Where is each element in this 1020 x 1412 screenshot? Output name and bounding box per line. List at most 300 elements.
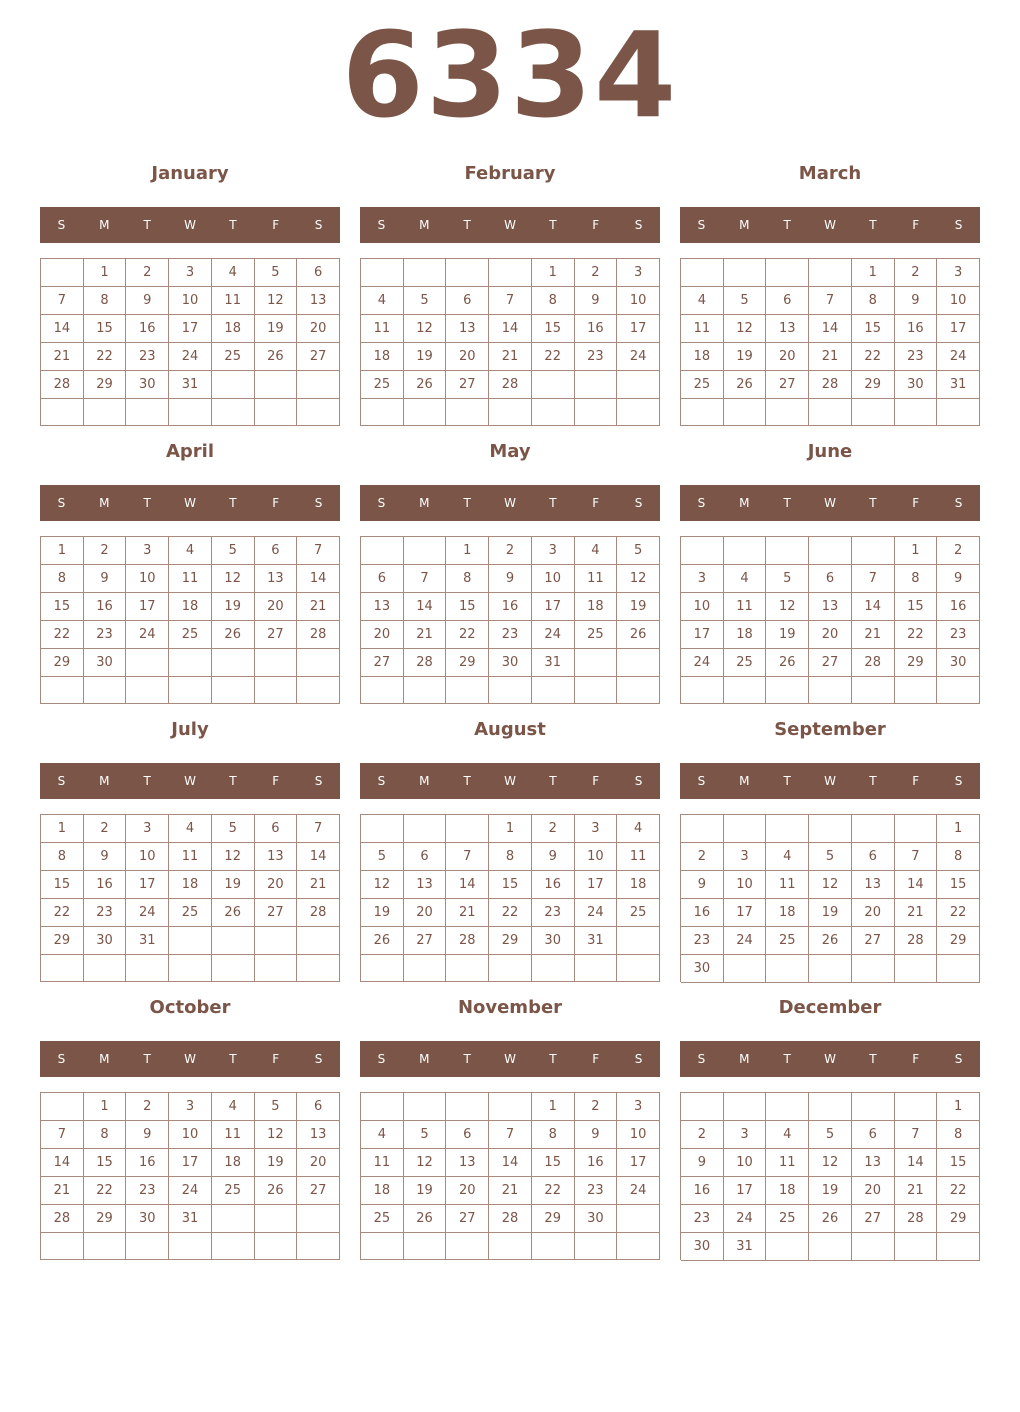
day-cell: 6 — [297, 1093, 340, 1121]
empty-day-cell — [489, 1233, 532, 1260]
weekday-label: W — [184, 1052, 196, 1066]
day-cell: 16 — [937, 593, 980, 621]
weekday-label: M — [739, 1052, 750, 1066]
month-name: December — [778, 997, 882, 1018]
empty-day-cell — [126, 955, 169, 982]
weekday-label: T — [869, 1052, 877, 1066]
empty-day-cell — [84, 399, 127, 426]
day-cell: 31 — [937, 371, 980, 399]
empty-day-cell — [724, 259, 767, 287]
day-cell: 23 — [84, 621, 127, 649]
weekday-header — [360, 1041, 660, 1077]
day-cell: 10 — [937, 287, 980, 315]
day-cell: 26 — [361, 927, 404, 955]
empty-day-cell — [617, 677, 660, 704]
day-cell: 14 — [809, 315, 852, 343]
day-cell: 4 — [169, 815, 212, 843]
empty-day-cell — [852, 537, 895, 565]
day-grid — [40, 536, 340, 704]
day-cell: 3 — [617, 1093, 660, 1121]
empty-day-cell — [766, 955, 809, 983]
day-cell: 3 — [724, 1121, 767, 1149]
day-cell: 24 — [724, 927, 767, 955]
day-cell: 14 — [297, 565, 340, 593]
empty-day-cell — [212, 1233, 255, 1260]
weekday-label: S — [314, 774, 323, 788]
empty-day-cell — [489, 955, 532, 982]
day-cell: 19 — [255, 315, 298, 343]
day-cell: 26 — [255, 343, 298, 371]
empty-day-cell — [895, 815, 938, 843]
weekday-label: S — [314, 1052, 323, 1066]
empty-day-cell — [255, 955, 298, 982]
weekday-label: T — [143, 496, 151, 510]
day-cell: 9 — [126, 1121, 169, 1149]
month-april — [40, 437, 340, 715]
empty-day-cell — [404, 537, 447, 565]
weekday-label: S — [57, 496, 66, 510]
day-cell: 6 — [255, 537, 298, 565]
month-june — [680, 437, 980, 715]
day-cell: 10 — [575, 843, 618, 871]
empty-day-cell — [766, 259, 809, 287]
day-cell: 18 — [212, 315, 255, 343]
day-cell: 17 — [169, 315, 212, 343]
day-cell: 10 — [532, 565, 575, 593]
empty-day-cell — [404, 677, 447, 704]
empty-day-cell — [41, 1093, 84, 1121]
day-cell: 11 — [724, 593, 767, 621]
day-cell: 27 — [255, 621, 298, 649]
day-cell: 3 — [126, 815, 169, 843]
empty-day-cell — [617, 371, 660, 399]
day-cell: 7 — [297, 537, 340, 565]
weekday-label: M — [739, 774, 750, 788]
day-cell: 26 — [212, 899, 255, 927]
day-cell: 27 — [852, 927, 895, 955]
weekday-label: S — [377, 218, 386, 232]
day-cell: 4 — [212, 259, 255, 287]
day-cell: 15 — [532, 1149, 575, 1177]
day-cell: 4 — [361, 287, 404, 315]
day-cell: 3 — [724, 843, 767, 871]
year-title: 6334 — [341, 6, 679, 144]
empty-day-cell — [212, 677, 255, 704]
month-name: November — [457, 997, 563, 1018]
day-cell: 17 — [937, 315, 980, 343]
day-grid — [40, 814, 340, 982]
day-cell: 21 — [809, 343, 852, 371]
day-cell: 7 — [489, 287, 532, 315]
empty-day-cell — [809, 1233, 852, 1261]
day-cell: 1 — [489, 815, 532, 843]
day-cell: 26 — [404, 371, 447, 399]
empty-day-cell — [766, 677, 809, 704]
day-cell: 20 — [404, 899, 447, 927]
day-cell: 27 — [766, 371, 809, 399]
day-cell: 2 — [681, 843, 724, 871]
day-cell: 23 — [895, 343, 938, 371]
weekday-label: W — [824, 774, 836, 788]
day-cell: 8 — [41, 843, 84, 871]
weekday-label: S — [697, 774, 706, 788]
day-cell: 24 — [724, 1205, 767, 1233]
weekday-header — [680, 763, 980, 799]
day-cell: 11 — [766, 1149, 809, 1177]
empty-day-cell — [724, 537, 767, 565]
weekday-label: S — [314, 218, 323, 232]
empty-day-cell — [681, 537, 724, 565]
day-cell: 30 — [681, 955, 724, 983]
day-cell: 5 — [361, 843, 404, 871]
empty-day-cell — [41, 1233, 84, 1260]
day-cell: 17 — [724, 1177, 767, 1205]
day-cell: 29 — [937, 927, 980, 955]
empty-day-cell — [724, 399, 767, 426]
day-cell: 20 — [255, 593, 298, 621]
day-cell: 16 — [575, 315, 618, 343]
day-cell: 4 — [169, 537, 212, 565]
weekday-label: S — [57, 218, 66, 232]
empty-day-cell — [766, 815, 809, 843]
empty-day-cell — [681, 259, 724, 287]
day-cell: 16 — [126, 1149, 169, 1177]
day-cell: 30 — [84, 649, 127, 677]
day-cell: 30 — [126, 371, 169, 399]
day-cell: 1 — [532, 1093, 575, 1121]
empty-day-cell — [297, 927, 340, 955]
day-cell: 22 — [532, 343, 575, 371]
month-name: January — [151, 163, 229, 184]
day-cell: 30 — [84, 927, 127, 955]
day-cell: 10 — [724, 1149, 767, 1177]
day-cell: 10 — [681, 593, 724, 621]
month-december — [680, 993, 980, 1271]
day-cell: 17 — [681, 621, 724, 649]
weekday-label: T — [463, 774, 471, 788]
day-cell: 8 — [446, 565, 489, 593]
day-cell: 7 — [41, 287, 84, 315]
day-cell: 13 — [446, 1149, 489, 1177]
day-cell: 19 — [404, 343, 447, 371]
month-may — [360, 437, 660, 715]
day-cell: 16 — [84, 593, 127, 621]
day-cell: 17 — [169, 1149, 212, 1177]
day-cell: 2 — [532, 815, 575, 843]
day-cell: 17 — [724, 899, 767, 927]
day-cell: 8 — [84, 287, 127, 315]
day-cell: 9 — [895, 287, 938, 315]
empty-day-cell — [895, 399, 938, 426]
month-september — [680, 715, 980, 993]
day-cell: 18 — [724, 621, 767, 649]
day-cell: 12 — [617, 565, 660, 593]
day-cell: 9 — [489, 565, 532, 593]
day-cell: 28 — [297, 899, 340, 927]
day-cell: 1 — [84, 1093, 127, 1121]
month-name: September — [774, 719, 886, 740]
day-cell: 6 — [766, 287, 809, 315]
day-cell: 5 — [724, 287, 767, 315]
empty-day-cell — [404, 1233, 447, 1260]
weekday-label: F — [272, 496, 280, 510]
day-cell: 18 — [169, 871, 212, 899]
weekday-label: M — [99, 1052, 110, 1066]
day-cell: 11 — [681, 315, 724, 343]
day-cell: 4 — [212, 1093, 255, 1121]
day-cell: 26 — [404, 1205, 447, 1233]
empty-day-cell — [212, 399, 255, 426]
weekday-label: T — [229, 774, 237, 788]
empty-day-cell — [361, 955, 404, 982]
day-cell: 29 — [41, 649, 84, 677]
day-cell: 25 — [361, 371, 404, 399]
empty-day-cell — [297, 1205, 340, 1233]
empty-day-cell — [446, 815, 489, 843]
day-cell: 21 — [41, 1177, 84, 1205]
weekday-label: T — [783, 218, 791, 232]
day-cell: 15 — [937, 1149, 980, 1177]
day-cell: 6 — [255, 815, 298, 843]
weekday-label: M — [419, 496, 430, 510]
empty-day-cell — [766, 1233, 809, 1261]
day-cell: 24 — [617, 1177, 660, 1205]
day-cell: 5 — [809, 843, 852, 871]
day-cell: 12 — [404, 315, 447, 343]
day-cell: 21 — [489, 1177, 532, 1205]
empty-day-cell — [169, 649, 212, 677]
day-cell: 30 — [575, 1205, 618, 1233]
weekday-label: S — [634, 496, 643, 510]
day-cell: 1 — [41, 537, 84, 565]
day-cell: 26 — [809, 927, 852, 955]
day-cell: 11 — [766, 871, 809, 899]
day-cell: 31 — [169, 1205, 212, 1233]
day-cell: 17 — [532, 593, 575, 621]
day-cell: 30 — [681, 1233, 724, 1261]
weekday-label: S — [57, 774, 66, 788]
empty-day-cell — [446, 955, 489, 982]
day-grid — [680, 258, 980, 426]
weekday-label: T — [463, 1052, 471, 1066]
empty-day-cell — [404, 399, 447, 426]
weekday-label: M — [99, 774, 110, 788]
empty-day-cell — [809, 1093, 852, 1121]
day-cell: 2 — [681, 1121, 724, 1149]
weekday-label: S — [954, 496, 963, 510]
month-name: June — [807, 441, 853, 462]
day-grid — [680, 536, 980, 704]
day-cell: 19 — [724, 343, 767, 371]
day-cell: 4 — [361, 1121, 404, 1149]
day-cell: 19 — [212, 593, 255, 621]
day-cell: 24 — [575, 899, 618, 927]
day-cell: 7 — [895, 843, 938, 871]
month-february — [360, 159, 660, 437]
day-cell: 23 — [575, 343, 618, 371]
weekday-label: S — [57, 1052, 66, 1066]
day-cell: 13 — [255, 843, 298, 871]
day-cell: 15 — [84, 315, 127, 343]
day-cell: 28 — [489, 371, 532, 399]
day-cell: 19 — [766, 621, 809, 649]
weekday-label: T — [143, 774, 151, 788]
day-cell: 30 — [895, 371, 938, 399]
day-cell: 2 — [84, 815, 127, 843]
day-cell: 16 — [681, 1177, 724, 1205]
empty-day-cell — [724, 815, 767, 843]
empty-day-cell — [41, 955, 84, 982]
weekday-label: S — [954, 1052, 963, 1066]
day-cell: 20 — [255, 871, 298, 899]
day-cell: 8 — [84, 1121, 127, 1149]
day-cell: 27 — [297, 343, 340, 371]
day-cell: 29 — [489, 927, 532, 955]
day-cell: 24 — [532, 621, 575, 649]
day-cell: 6 — [446, 1121, 489, 1149]
empty-day-cell — [84, 955, 127, 982]
weekday-label: W — [184, 218, 196, 232]
month-january — [40, 159, 340, 437]
empty-day-cell — [681, 399, 724, 426]
weekday-label: T — [549, 774, 557, 788]
day-cell: 24 — [681, 649, 724, 677]
weekday-label: S — [954, 218, 963, 232]
empty-day-cell — [361, 1233, 404, 1260]
weekday-label: S — [377, 774, 386, 788]
weekday-label: S — [697, 1052, 706, 1066]
weekday-label: W — [824, 1052, 836, 1066]
weekday-label: W — [824, 218, 836, 232]
empty-day-cell — [809, 399, 852, 426]
day-cell: 27 — [809, 649, 852, 677]
empty-day-cell — [255, 371, 298, 399]
empty-day-cell — [937, 955, 980, 983]
day-cell: 9 — [681, 871, 724, 899]
day-cell: 21 — [41, 343, 84, 371]
weekday-label: F — [592, 218, 600, 232]
day-cell: 9 — [84, 565, 127, 593]
day-cell: 11 — [617, 843, 660, 871]
weekday-label: T — [783, 496, 791, 510]
day-cell: 4 — [575, 537, 618, 565]
empty-day-cell — [532, 955, 575, 982]
month-august — [360, 715, 660, 993]
weekday-label: F — [272, 774, 280, 788]
day-cell: 7 — [41, 1121, 84, 1149]
day-grid — [360, 258, 660, 426]
weekday-label: M — [99, 496, 110, 510]
day-cell: 25 — [724, 649, 767, 677]
empty-day-cell — [617, 399, 660, 426]
empty-day-cell — [361, 1093, 404, 1121]
day-cell: 26 — [724, 371, 767, 399]
day-cell: 5 — [212, 537, 255, 565]
day-cell: 20 — [446, 1177, 489, 1205]
day-cell: 3 — [126, 537, 169, 565]
weekday-label: F — [912, 496, 920, 510]
day-cell: 25 — [681, 371, 724, 399]
day-cell: 31 — [126, 927, 169, 955]
day-cell: 6 — [852, 843, 895, 871]
day-cell: 11 — [575, 565, 618, 593]
weekday-label: T — [143, 218, 151, 232]
weekday-label: M — [419, 1052, 430, 1066]
day-cell: 24 — [937, 343, 980, 371]
day-cell: 28 — [809, 371, 852, 399]
day-cell: 6 — [446, 287, 489, 315]
weekday-label: T — [783, 1052, 791, 1066]
day-cell: 18 — [681, 343, 724, 371]
day-grid — [360, 1092, 660, 1260]
day-cell: 9 — [126, 287, 169, 315]
day-cell: 15 — [532, 315, 575, 343]
day-cell: 29 — [84, 371, 127, 399]
weekday-label: M — [419, 218, 430, 232]
empty-day-cell — [404, 259, 447, 287]
weekday-label: W — [504, 1052, 516, 1066]
empty-day-cell — [404, 955, 447, 982]
month-july — [40, 715, 340, 993]
month-name: February — [464, 163, 556, 184]
day-cell: 8 — [532, 287, 575, 315]
empty-day-cell — [169, 927, 212, 955]
weekday-label: M — [419, 774, 430, 788]
day-cell: 24 — [126, 899, 169, 927]
day-cell: 15 — [84, 1149, 127, 1177]
day-cell: 20 — [852, 1177, 895, 1205]
day-cell: 28 — [404, 649, 447, 677]
day-cell: 11 — [169, 565, 212, 593]
day-cell: 28 — [852, 649, 895, 677]
empty-day-cell — [575, 649, 618, 677]
empty-day-cell — [575, 955, 618, 982]
day-cell: 9 — [84, 843, 127, 871]
day-cell: 8 — [532, 1121, 575, 1149]
day-cell: 25 — [169, 621, 212, 649]
day-cell: 29 — [852, 371, 895, 399]
day-cell: 6 — [361, 565, 404, 593]
empty-day-cell — [84, 1233, 127, 1260]
day-cell: 13 — [809, 593, 852, 621]
day-cell: 19 — [809, 1177, 852, 1205]
empty-day-cell — [852, 677, 895, 704]
empty-day-cell — [724, 1093, 767, 1121]
month-name: May — [489, 441, 531, 462]
day-cell: 2 — [489, 537, 532, 565]
day-cell: 30 — [532, 927, 575, 955]
day-cell: 10 — [126, 565, 169, 593]
day-cell: 3 — [169, 259, 212, 287]
empty-day-cell — [937, 399, 980, 426]
day-cell: 8 — [937, 843, 980, 871]
empty-day-cell — [212, 1205, 255, 1233]
month-name: April — [165, 441, 215, 462]
day-cell: 14 — [852, 593, 895, 621]
day-cell: 20 — [852, 899, 895, 927]
day-cell: 5 — [212, 815, 255, 843]
day-cell: 24 — [169, 343, 212, 371]
day-cell: 1 — [446, 537, 489, 565]
day-cell: 6 — [809, 565, 852, 593]
weekday-label: T — [783, 774, 791, 788]
empty-day-cell — [617, 649, 660, 677]
day-grid — [40, 258, 340, 426]
day-cell: 7 — [489, 1121, 532, 1149]
day-cell: 12 — [724, 315, 767, 343]
weekday-label: T — [869, 774, 877, 788]
day-cell: 18 — [361, 1177, 404, 1205]
